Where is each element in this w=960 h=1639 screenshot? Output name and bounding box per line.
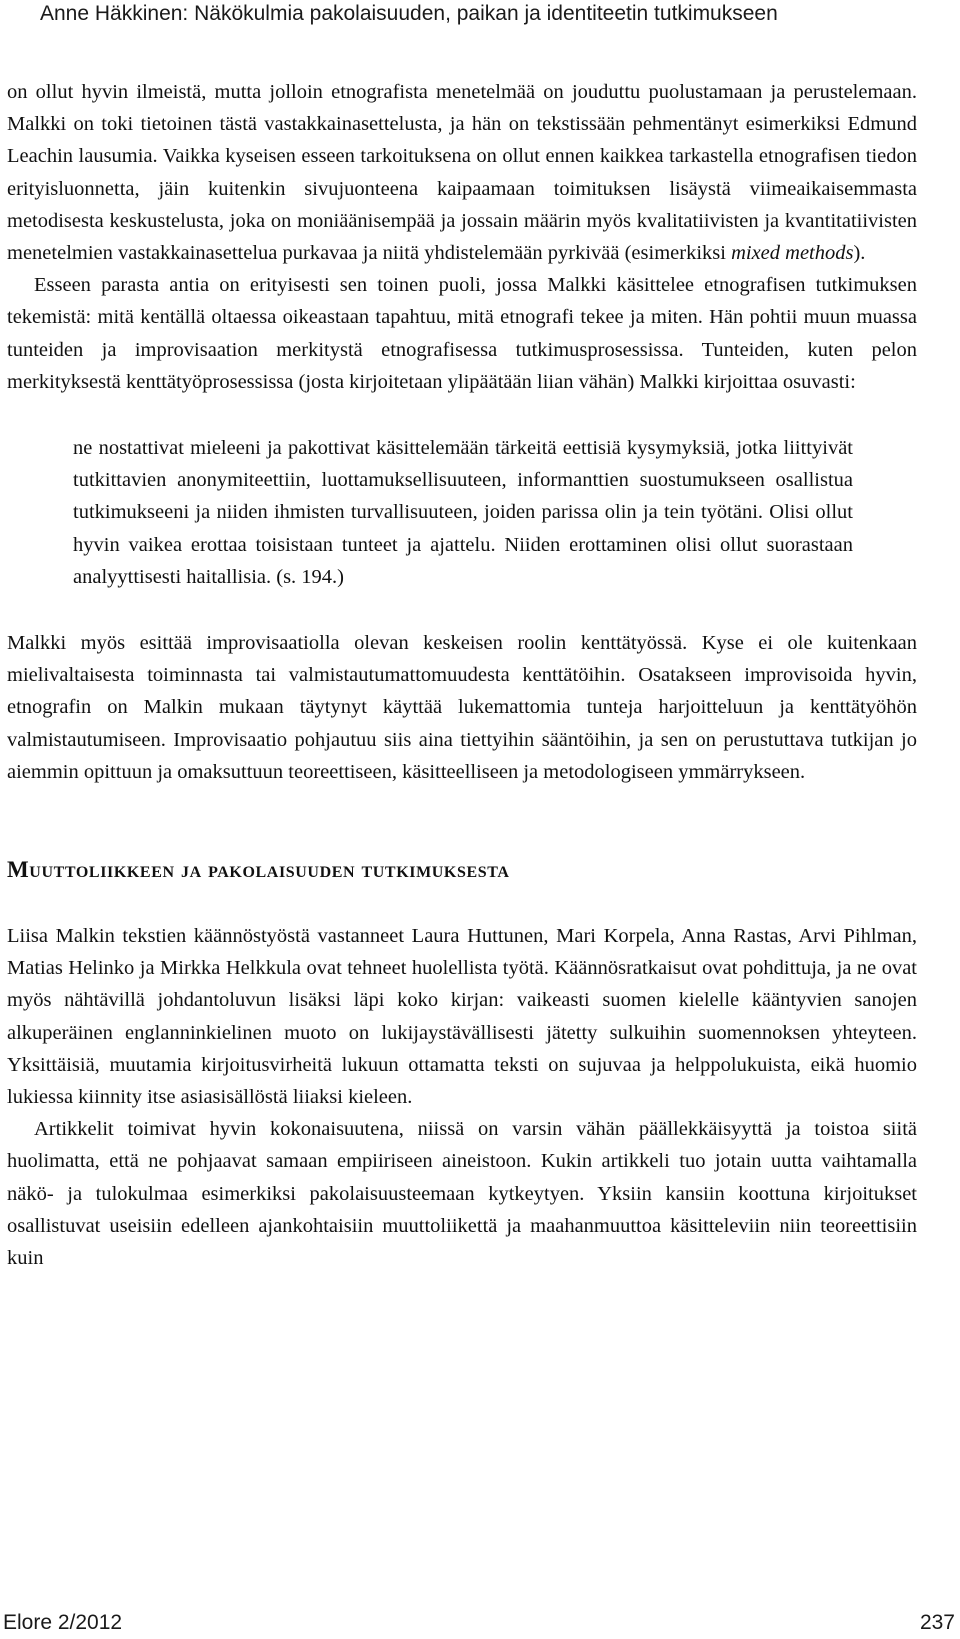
paragraph-1-end: ). <box>853 242 866 265</box>
footer-journal: Elore 2/2012 <box>3 1611 123 1634</box>
paragraph-3: Malkki myös esittää improvisaatiolla olevan keskeisen roolin kenttätyössä. Kyse ei ole kuitenkaan mielivaltaisesta toiminnasta tai valmistautumattomuudesta kenttätöihin. Osatakseen improvisoida hyvin, etnografin on Malkin mukaan täytynyt käyttää lukemattomia tunteja harjoitteluun ja kenttätyöhön valmistautumiseen. Improvisaatio pohjautuu siis aina tiettyihin sääntöihin, ja sen on perustuttava tutkijan jo aiemmin opittuun ja omaksuttuun teoreettiseen, käsitteelliseen ja metodologiseen ymmärrykseen. <box>7 632 917 783</box>
paragraph-2: Esseen parasta antia on erityisesti sen toinen puoli, jossa Malkki käsittelee etnografisen tutkimuksen tekemistä: mitä kentällä oltaessa oikeastaan tapahtuu, mitä etnografi tekee ja miten. Hän pohtii muun muassa tunteiden ja improvisaation merkitystä etnografisessa tutkimusprosessissa. Tunteiden, kuten pelon merkityksestä kenttätyöprosessissa (josta kirjoitetaan ylipäätään liian vähän) Malkki kirjoittaa osuvasti: <box>7 274 917 393</box>
paragraph-1-italic: mixed methods <box>731 242 854 265</box>
paragraph-1-text: on ollut hyvin ilmeistä, mutta jolloin etnografista menetelmää on jouduttu puolustamaan ja perustelemaan. Malkki on toki tietoinen tästä vastakkainasettelusta, ja hän on tekstissään pehmentänyt esimerkiksi Edmund Leachin lausumia. Vaikka kyseisen esseen tarkoituksena on ollut ennen kaikkea tarkastella etnografisen tiedon erityisluonnetta, jäin kuitenkin sivujuonteena kaipaamaan toimituksen lisäystä viimeaikaisemmasta metodisesta keskustelusta, joka on moniäänisempää ja jossain määrin myös kvalitatiivisten ja kvantitatiivisten menetelmien vastakkainasettelua purkavaa ja niitä yhdistelemään pyrkivää (esimerkiksi <box>7 81 917 265</box>
article-body <box>7 76 917 1274</box>
block-quote: ne nostattivat mieleeni ja pakottivat käsittelemään tärkeitä eettisiä kysymyksiä, jotka liittyivät tutkittavien anonymiteettiin, luottamuksellisuuteen, informanttien suostumukseen osallistua tutkimukseeni ja niiden ihmisten turvallisuuteen, joiden parissa olin ja tein työtäni. Olisi ollut hyvin vaikea erottaa toisistaan tunteet ja ajattelu. Niiden erottaminen olisi ollut suorastaan analyyttisesti haitallisia. (s. 194.) <box>73 437 853 588</box>
running-header: Anne Häkkinen: Näkökulmia pakolaisuuden, paikan ja identiteetin tutkimukseen <box>40 2 778 25</box>
paragraph-4: Liisa Malkin tekstien käännöstyöstä vastanneet Laura Huttunen, Mari Korpela, Anna Rastas, Arvi Pihlman, Matias Helinko ja Mirkka Helkkula ovat tehneet huolellista työtä. Käännösratkaisut ovat pohdittuja, ja ne ovat myös nähtävillä johdantoluvun lisäksi läpi koko kirjan: vaikeasti suomen kielelle kääntyvien sanojen alkuperäinen englanninkielinen muoto on lukijaystävällisesti jätetty sulkuihin suomennoksen yhteyteen. Yksittäisiä, muutamia kirjoitusvirheitä lukuun ottamatta teksti on sujuvaa ja helppolukuista, eikä huomio lukiessa kiinnity itse asiasisällöstä liiaksi kieleen. <box>7 925 917 1109</box>
section-heading: Muuttoliikkeen ja pakolaisuuden tutkimuksesta <box>7 857 510 883</box>
paragraph-5: Artikkelit toimivat hyvin kokonaisuutena, niissä on varsin vähän päällekkäisyyttä ja toistoa siitä huolimatta, että ne pohjaavat samaan empiiriseen aineistoon. Kukin artikkeli tuo jotain uutta vaihtamalla näkö- ja tulokulmaa esimerkiksi pakolaisuusteemaan kytkeytyen. Yksiin kansiin koottuna kirjoitukset osallistuvat useisiin edelleen ajankohtaisiin muuttoliikettä ja maahanmuuttoa käsitteleviin niin teoreettisiin kuin <box>7 1118 917 1270</box>
footer-page-number: 237 <box>919 1611 955 1634</box>
paragraph-1 <box>7 76 917 269</box>
